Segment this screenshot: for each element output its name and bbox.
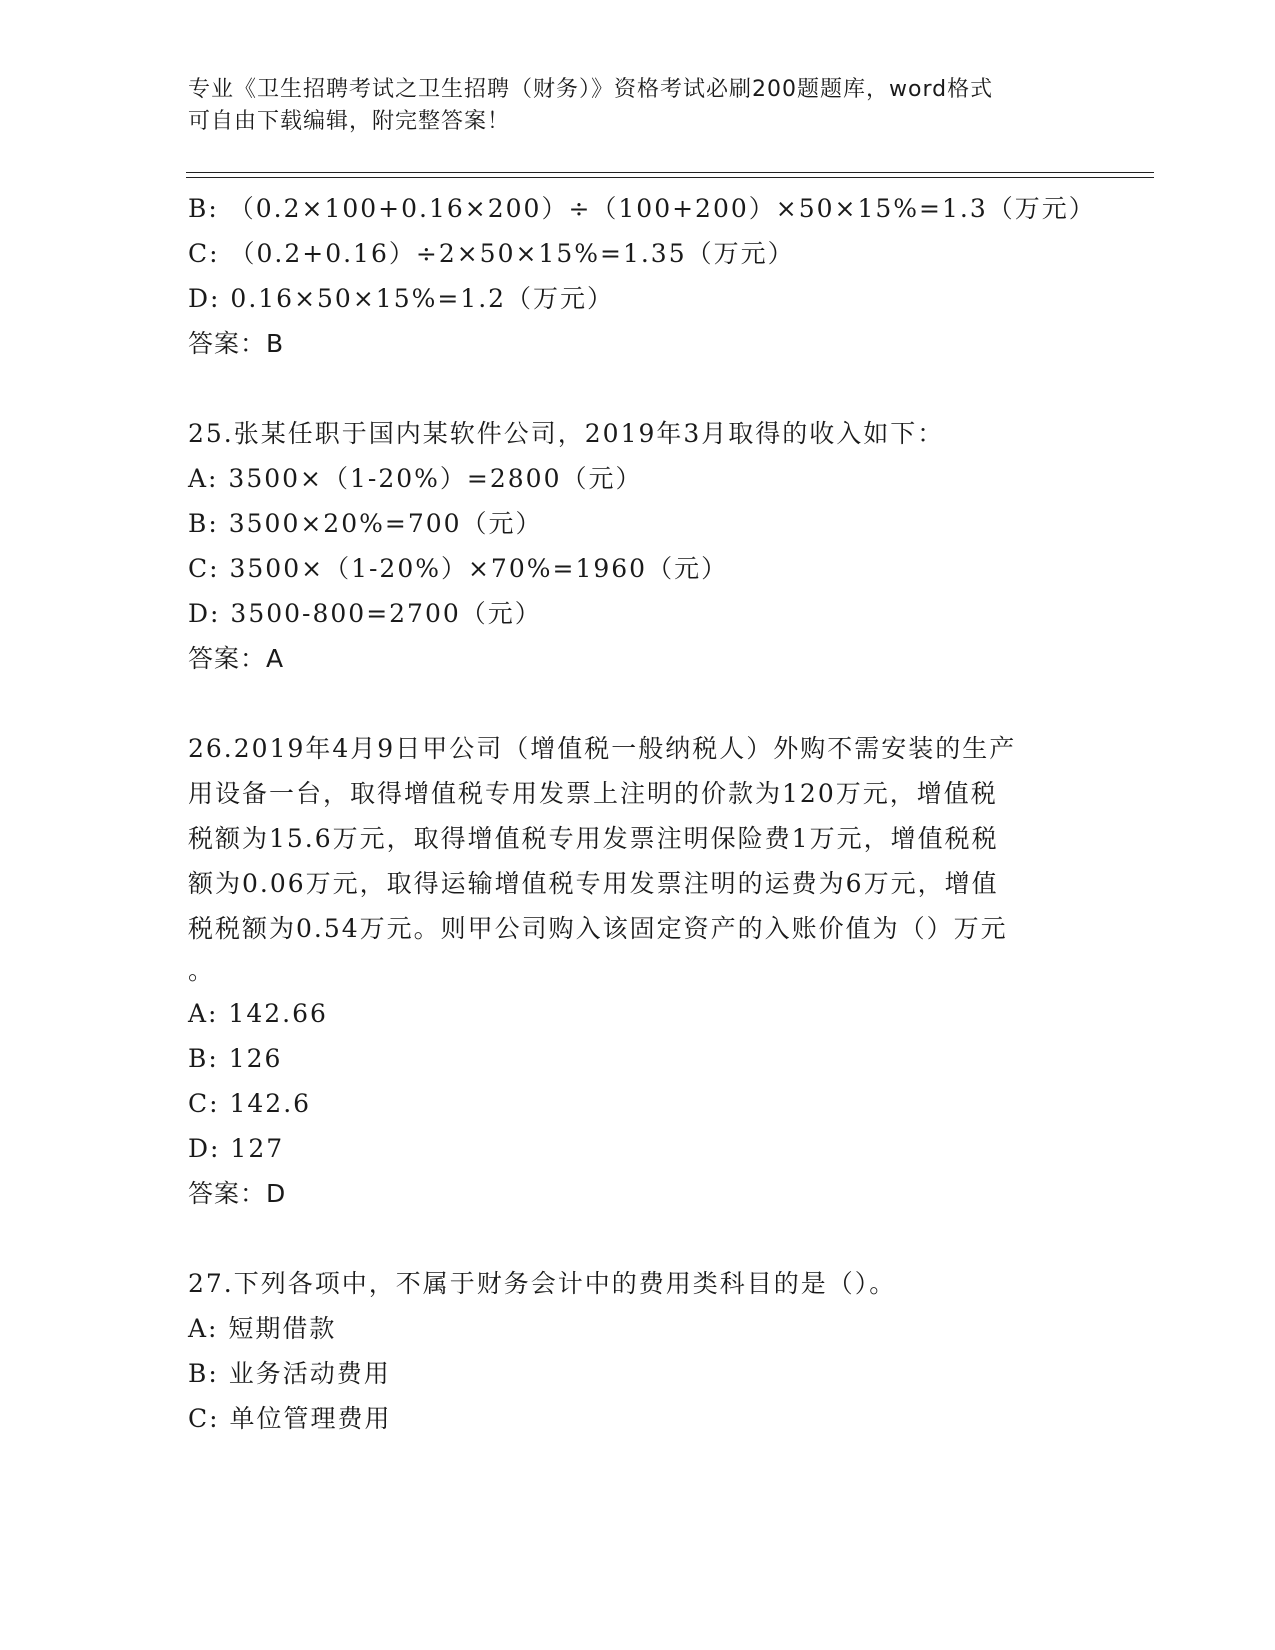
option-d: D: 0.16×50×15%=1.2（万元）: [188, 284, 615, 313]
spacer: [188, 366, 1088, 411]
question-26: [188, 726, 1088, 1216]
spacer: [188, 1216, 1088, 1261]
header-rule-bottom: [186, 177, 1154, 178]
answer-line: 答案：D: [188, 1179, 287, 1208]
question-stem-line: 税额为15.6万元，取得增值税专用发票注明保险费1万元，增值税税: [188, 824, 999, 853]
document-body: [188, 186, 1096, 1441]
option-d: D: 127: [188, 1134, 285, 1163]
header-title-line-2: 可自由下载编辑，附完整答案！: [188, 109, 511, 134]
answer-line: 答案：B: [188, 329, 285, 358]
option-b: B: 3500×20%=700（元）: [188, 509, 543, 538]
question-stem-end: 。: [188, 956, 214, 985]
option-a: A: 3500×（1-20%）=2800（元）: [188, 464, 643, 493]
option-b: B: （0.2×100+0.16×200）÷（100+200）×50×15%=1.3（万元）: [188, 194, 1096, 223]
question-stem: 25.张某任职于国内某软件公司，2019年3月取得的收入如下：: [188, 419, 945, 448]
question-stem-line: 26.2019年4月9日甲公司（增值税一般纳税人）外购不需安装的生产: [188, 734, 1017, 763]
header-title-line-1: 专业《卫生招聘考试之卫生招聘（财务）》资格考试必刷200题题库，word格式: [188, 77, 994, 102]
spacer: [188, 681, 1088, 726]
question-25: [188, 411, 1088, 681]
option-b: B: 业务活动费用: [188, 1359, 391, 1388]
question-stem-line: 税税额为0.54万元。则甲公司购入该固定资产的入账价值为（）万元: [188, 914, 1008, 943]
answer-line: 答案：A: [188, 644, 285, 673]
question-stem: 27.下列各项中，不属于财务会计中的费用类科目的是（）。: [188, 1269, 897, 1298]
option-c: C: （0.2+0.16）÷2×50×15%=1.35（万元）: [188, 239, 795, 268]
option-c: C: 单位管理费用: [188, 1404, 392, 1433]
question-stem-line: 额为0.06万元，取得运输增值税专用发票注明的运费为6万元，增值: [188, 869, 999, 898]
option-c: C: 3500×（1-20%）×70%=1960（元）: [188, 554, 729, 583]
option-c: C: 142.6: [188, 1089, 312, 1118]
option-a: A: 短期借款: [188, 1314, 337, 1343]
question-24-continued: [188, 186, 1096, 366]
header-rule-top: [186, 172, 1154, 173]
question-stem-line: 用设备一台，取得增值税专用发票上注明的价款为120万元，增值税: [188, 779, 998, 808]
question-27: [188, 1261, 1088, 1441]
document-header: [188, 74, 1068, 138]
option-d: D: 3500-800=2700（元）: [188, 599, 542, 628]
option-b: B: 126: [188, 1044, 283, 1073]
option-a: A: 142.66: [188, 999, 328, 1028]
